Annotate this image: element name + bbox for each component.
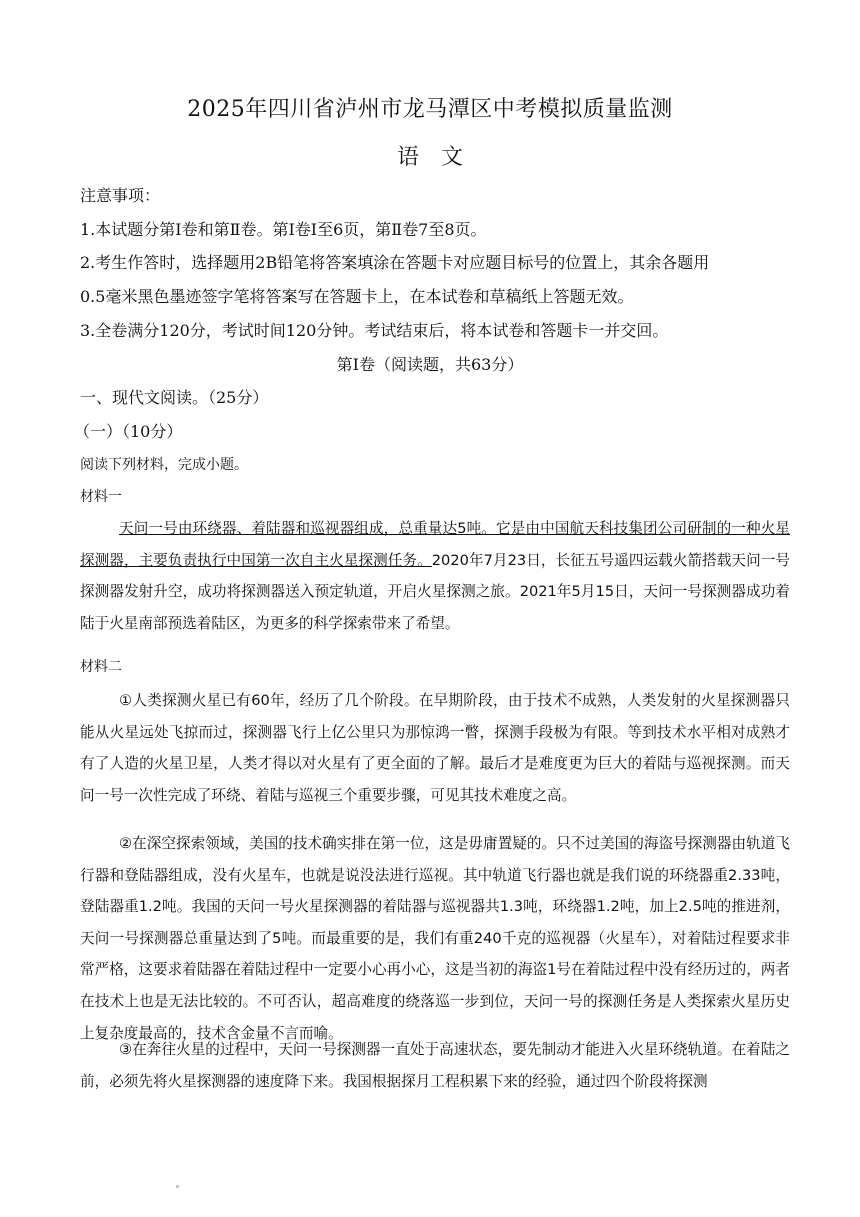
material-2-paragraph-1: ①人类探测火星已有60年，经历了几个阶段。在早期阶段，由于技术不成熟，人类发射的火星探测器只能从火星远处飞掠而过，探测器飞行上亿公里只为那惊鸿一瞥，探测手段极为有限。等到技术水平相对成熟才有了人造的火星卫星，人类才得以对火星有了更全面的了解。最后才是难度更为巨大的着陆与巡视探测。而天问一号一次性完成了环绕、着陆与巡视三个重要步骤，可见其技术难度之高。 [80, 692, 790, 804]
reading-instruction: 阅读下列材料，完成小题。 [80, 457, 248, 473]
sub-section-title: （一）（10分） [74, 422, 183, 441]
material-2-label: 材料二 [80, 659, 122, 675]
material-2-paragraph-3: ③在奔往火星的过程中，天问一号探测器一直处于高速状态，要先制动才能进入火星环绕轨道。在着陆之前，必须先将火星探测器的速度降下来。我国根据探月工程积累下来的经验，通过四个阶段将探测 [80, 1041, 790, 1090]
notice-item-3: 0.5毫米黑色墨迹签字笔将答案写在答题卡上，在本试卷和草稿纸上答题无效。 [80, 287, 634, 306]
material-1-underlined-text: 天问一号由环绕器、着陆器和巡视器组成，总重量达5吨。它是由中国航天科技集团公司研制的一种火星探测器，主要负责执行中国第一次自主火星探测任务。 [80, 520, 790, 569]
material-1-text: 2020年7月23日，长征五号遥四运载火箭搭载天问一号探测器发射升空，成功将探测器送入预定轨道，开启火星探测之旅。2021年5月15日，天问一号探测器成功着陆于火星南部预选着陆区，为更多的科学探索带来了希望。 [80, 551, 790, 632]
material-1-paragraph [80, 513, 790, 639]
exam-title: 2025年四川省泸州市龙马潭区中考模拟质量监测 [187, 97, 673, 122]
material-2-paragraph-2: ②在深空探索领域，美国的技术确实排在第一位，这是毋庸置疑的。只不过美国的海盗号探测器由轨道飞行器和登陆器组成，没有火星车，也就是说没法进行巡视。其中轨道飞行器也就是我们说的环绕器重2.33吨，登陆器重1.2吨。我国的天问一号火星探测器的着陆器与巡视器共1.3吨，环绕器1.2吨，加上2.5吨的推进剂，天问一号探测器总重量达到了5吨。而最重要的是，我们有重240千克的巡视器（火星车），对着陆过程要求非常严格，这要求着陆器在着陆过程中一定要小心再小心，这是当初的海盗1号在着陆过程中没有经历过的，两者在技术上也是无法比较的。不可否认，超高难度的绕落巡一步到位，天问一号的探测任务是人类探索火星历史上复杂度最高的，技术含金量不言而喻。 [80, 835, 790, 1042]
part-title: 一、现代文阅读。（25分） [80, 388, 269, 407]
notice-heading: 注意事项： [80, 186, 161, 205]
notice-item-4: 3.全卷满分120分，考试时间120分钟。考试结束后，将本试卷和答题卡一并交回。 [80, 321, 669, 340]
volume-title: 第Ⅰ卷（阅读题，共63分） [336, 355, 524, 374]
scan-dot [176, 1185, 179, 1188]
subject-title: 语文 [396, 145, 485, 170]
material-1-label: 材料一 [80, 489, 122, 505]
notice-item-2: 2.考生作答时，选择题用2B铅笔将答案填涂在答题卡对应题目标号的位置上，其余各题用 [80, 253, 710, 272]
notice-item-1: 1.本试题分第Ⅰ卷和第Ⅱ卷。第Ⅰ卷Ⅰ至6页，第Ⅱ卷7至8页。 [80, 220, 487, 239]
